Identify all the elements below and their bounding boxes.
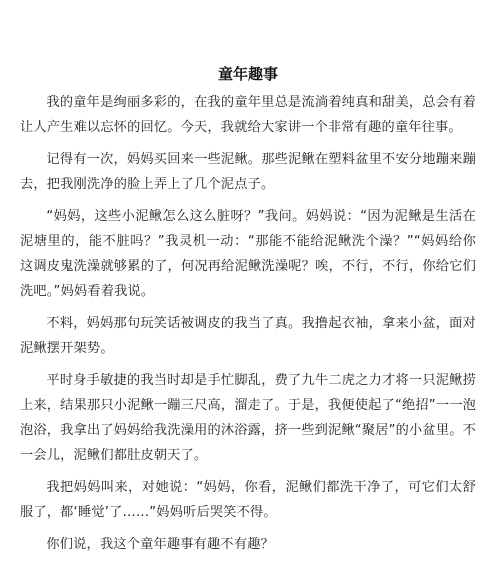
paragraph: 我把妈妈叫来，对她说：“妈妈，你看，泥鳅们都洗干净了，可它们太舒服了，都‘睡觉’了……”妈妈听后哭笑不得。 — [20, 480, 476, 520]
paragraph: “妈妈，这些小泥鳅怎么这么脏呀？”我问。妈妈说：“因为泥鳅是生活在泥塘里的，能不脏吗？”我灵机一动：“那能不能给泥鳅洗个澡？”“妈妈给你这调皮鬼洗澡就够累的了，何况再给泥鳅洗澡呢？唉，不行，不行，你给它们洗吧。”妈妈看着我说。 — [20, 209, 476, 299]
paragraph: 平时身手敏捷的我当时却是手忙脚乱，费了九牛二虎之力才将一只泥鳅捞上来，结果那只小泥鳅一蹦三尺高，溜走了。于是，我便使起了“绝招”一一泡泡浴，我拿出了妈妈给我洗澡用的沐浴露，挤一些到泥鳅“聚居”的小盆里。不一会儿，泥鳅们都肚皮朝天了。 — [20, 373, 476, 463]
paragraph: 你们说，我这个童年趣事有趣不有趣？ — [46, 537, 274, 552]
article-title: 童年趣事 — [217, 65, 278, 83]
paragraph: 我的童年是绚丽多彩的，在我的童年里总是流淌着纯真和甜美，总会有着让人产生难以忘怀的回忆。今天，我就给大家讲一个非常有趣的童年往事。 — [20, 95, 476, 135]
paragraph: 记得有一次，妈妈买回来一些泥鳅。那些泥鳅在塑料盆里不安分地蹦来蹦去，把我刚洗净的脸上弄上了几个泥点子。 — [20, 152, 476, 192]
paragraph: 不料，妈妈那句玩笑话被调皮的我当了真。我撸起衣袖，拿来小盆，面对泥鳅摆开架势。 — [20, 316, 476, 356]
